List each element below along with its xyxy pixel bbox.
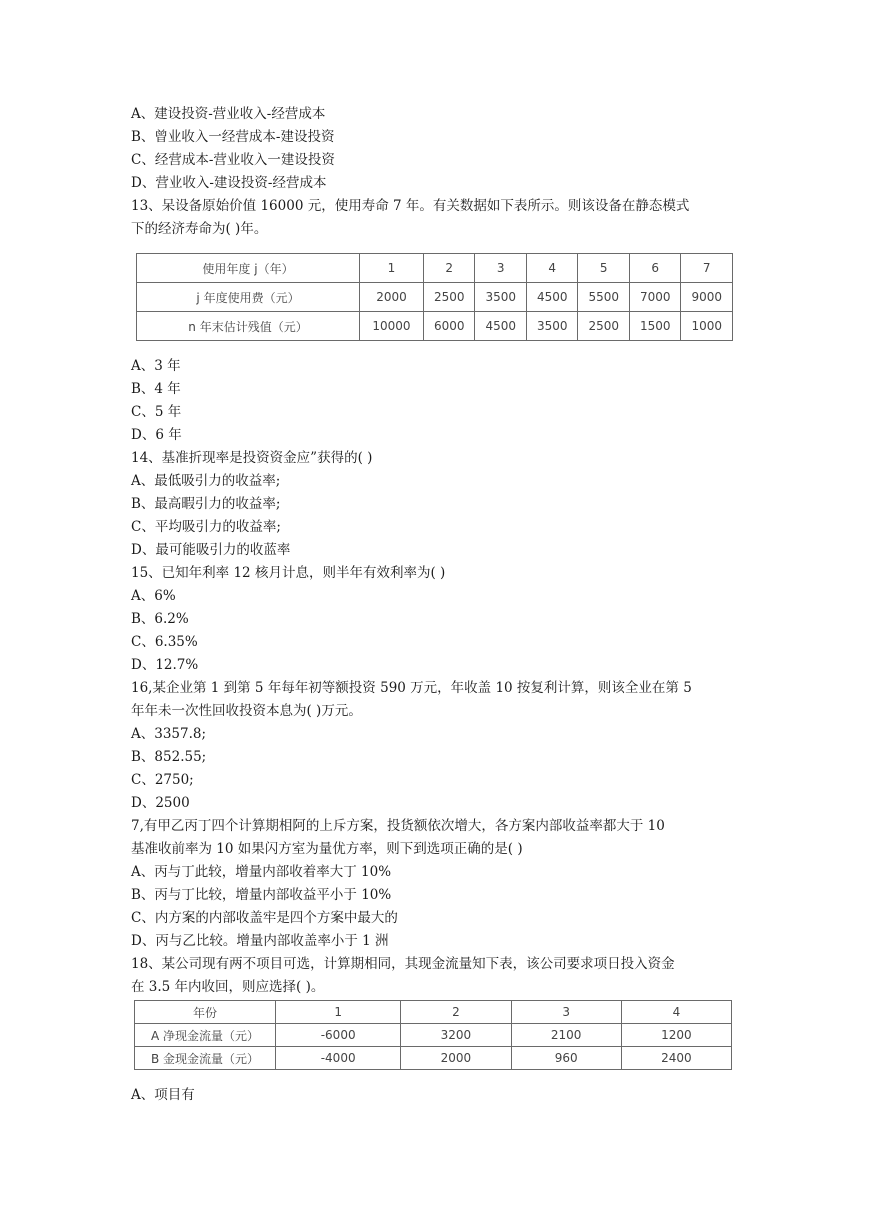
option-line: D、6 年 [131,427,182,443]
table-cell: 4500 [526,283,578,312]
option-line: A、最低吸引力的收益率; [131,473,281,489]
option-line: B、4 年 [131,381,181,397]
table-cell: A 净现金流量（元） [135,1024,276,1047]
table-cell: 2500 [578,312,630,341]
question-17-line1: 7,有甲乙丙丁四个计算期相阿的上斥方案，投货额依次增大，各方案内部收益率都大于 10 [131,818,665,834]
table-cell: 1000 [681,312,733,341]
question-14: 14、基准折现率是投资资金应”获得的( ) [131,450,373,466]
option-line: B、6.2% [131,611,189,627]
option-line: A、项目有 [131,1087,195,1103]
table-cell: 使用年度 j（年） [137,254,360,283]
table-cell: j 年度使用费（元） [137,283,360,312]
option-line: D、12.7% [131,657,199,673]
table-cell: 1500 [629,312,681,341]
option-line: B、曾业收入一经营成本-建设投资 [131,129,335,145]
table-row [137,312,733,341]
table-cell: 年份 [135,1001,276,1024]
option-line: B、丙与丁比较，增量内部收益平小于 10% [131,887,392,903]
question-17-line2: 基准收前率为 10 如果闪方室为量优方率，则下到选项正确的是( ) [131,841,523,857]
table-cell: 4 [526,254,578,283]
question-18-line1: 18、某公司现有两不项目可选，计算期相同，其现金流量知下表，该公司要求项日投入资金 [131,956,675,972]
option-line: D、最可能吸引力的收蓝率 [131,542,291,558]
table-cell: 5 [578,254,630,283]
table-cell: 2000 [401,1047,511,1070]
table-cell: 3 [511,1001,621,1024]
table-cell: 3500 [475,283,527,312]
option-line: B、最高暇引力的收益率; [131,496,281,512]
option-line: C、2750; [131,772,194,788]
table-cell: B 金现金流量（元） [135,1047,276,1070]
table-cell: 4500 [475,312,527,341]
table-cell: 2400 [621,1047,731,1070]
option-line: A、3 年 [131,358,181,374]
equipment-data-table [136,253,733,341]
table-row [135,1024,732,1047]
table-cell: 2 [423,254,475,283]
table-cell: 6 [629,254,681,283]
question-16-line1: 16,某企业第 1 到第 5 年每年初等额投资 590 万元，年收盖 10 按复利计算，则该全业在第 5 [131,680,692,696]
option-line: A、丙与丁此较，增量内部收着率大丁 10% [131,864,392,880]
table-cell: 3 [475,254,527,283]
table-cell: 2 [401,1001,511,1024]
table-cell: 960 [511,1047,621,1070]
question-18-line2: 在 3.5 年内收回，则应选择( )。 [131,979,325,995]
option-line: A、6% [131,588,176,604]
option-line: C、经营成本-营业收入一建设投资 [131,152,335,168]
table-row [137,254,733,283]
option-line: D、丙与乙比较。增量内部收盖率小于 1 洲 [131,933,389,949]
table-cell: 7000 [629,283,681,312]
table-cell: -4000 [276,1047,401,1070]
option-line: C、5 年 [131,404,182,420]
option-line: A、3357.8; [131,726,207,742]
table-cell: 4 [621,1001,731,1024]
table-cell: -6000 [276,1024,401,1047]
table-cell: 2500 [423,283,475,312]
option-line: C、6.35% [131,634,198,650]
question-16-line2: 年年未一次性回收投资本息为( )万元。 [131,703,362,719]
table-cell: 1 [360,254,424,283]
table-cell: n 年末估计残值（元） [137,312,360,341]
option-line: A、建设投资-营业收入-经营成本 [131,106,326,122]
table-cell: 1200 [621,1024,731,1047]
table-cell: 3200 [401,1024,511,1047]
table-row [135,1001,732,1024]
table-cell: 5500 [578,283,630,312]
table-cell: 3500 [526,312,578,341]
option-line: D、2500 [131,795,190,811]
option-line: C、平均吸引力的收益率; [131,519,281,535]
option-line: C、内方案的内部收盖牢是四个方案中最大的 [131,910,398,926]
table-cell: 9000 [681,283,733,312]
table-row [135,1047,732,1070]
table-cell: 7 [681,254,733,283]
option-line: B、852.55; [131,749,207,765]
table-row [137,283,733,312]
table-cell: 6000 [423,312,475,341]
table-cell: 10000 [360,312,424,341]
question-13-line2: 下的经济寿命为( )年。 [131,221,268,237]
cash-flow-table [134,1000,732,1070]
option-line: D、营业收入-建设投资-经营成本 [131,175,327,191]
question-13-line1: 13、呆设备原始价值 16000 元，使用寿命 7 年。有关数据如下表所示。则该设备在静态模式 [131,198,690,214]
table-cell: 2000 [360,283,424,312]
table-cell: 2100 [511,1024,621,1047]
table-cell: 1 [276,1001,401,1024]
question-15: 15、已知年利率 12 核月计息，则半年有效利率为( ) [131,565,446,581]
